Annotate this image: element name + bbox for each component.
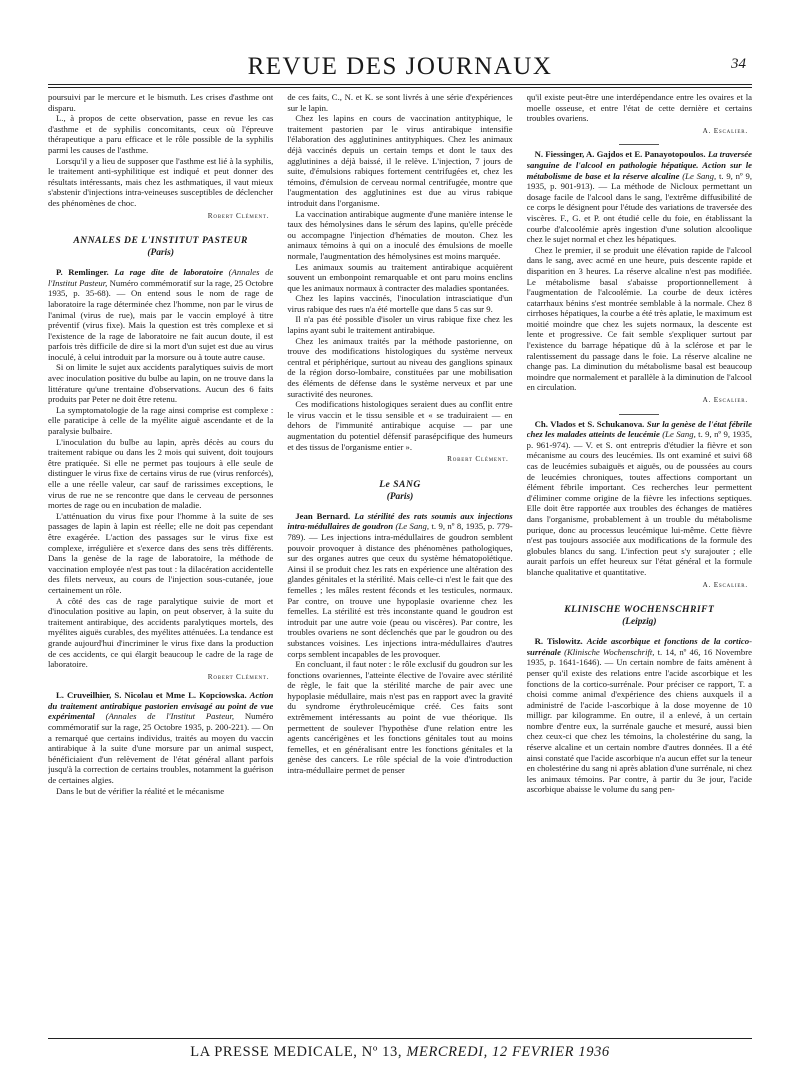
signature: Robert Clément. [207,211,270,220]
page-number: 34 [731,56,746,72]
section-heading: KLINISCHE WOCHENSCHRIFT [564,604,715,616]
article-source: (Annales de l'Institut Pasteur, [48,267,274,288]
paragraph: poursuivi par le mercure et le bismuth. Les crises d'asthme ont disparu. [48,92,274,113]
article-body: t. 9, nº 8, 1935, p. 779-789). — Les injections intra-médullaires de goudron semblent pouvoir provoquer à distance des phénomènes pathologiques, sur des organes autres que ceux du système hématopoïétique. Ainsi il se produit chez les rats en expérience une altération des glandes génitales et la stérilité. Mais celle-ci n'est le fait que des femelles ; les mâles restent féconds et les testicules, normaux. Par contre, on trouve une hypoplasie ovarienne chez les femelles. La stérilité est très inconstante quand le goudron est introduit par une autre voie (peau ou viscères). Par contre, les troubles ovariens ne sont déclenchés que par le goudron ou des substances voisines. Les injections intra-médullaires d'autres corps semblent incapables de les provoquer. [287,521,513,659]
article-body: Numéro commémoratif sur la rage, 25 Octobre 1935, p. 35-68). — On entend sous le nom de rage de laboratoire la rage déterminée chez l'homme, non par le virus de l'animal (virus de rue), mais par le vaccin employé à titre préventif (virus fixe). Mais la question est très complexe et si l'existence de la rage de laboratoire ne fait aucun doute, il est parfois très difficile de dire si la mort d'un sujet est due au virus inoculé, à celui introduit par la morsure ou à toute autre cause. [48,277,274,362]
footer-journal: LA PRESSE MEDICALE, Nº 13, [190,1044,403,1060]
article-body: t. 9, nº 9, 1935, p. 961-974). — V. et S. ont entrepris d'étudier la fièvre et son mécanisme au cours des leucémies. Ils ont examiné et suivi 68 cas de leucémies subaiguës et aiguës, ou de poussées au cours de leucémies chroniques, toutes affections comportant un élément fébrile important. Ces recherches leur permettent d'éliminer comme origine de la fièvre les infections septiques. Elle doit être rapportée aux troubles des échanges de matières dans l'organisme, probablement à un trouble du métabolisme purique, donc au processus leucémique lui-même. Cette fièvre n'est pas toujours associée aux modifications de la formule des globules blancs du sang. L'infection peut s'y surajouter ; elle aurait parfois un effet heureux sur l'état général et la formule blanche qualitative et quantitative. [526,429,752,577]
article-body: Numéro commémoratif sur la rage, 25 Octobre 1935, p. 200-221). — On a remarqué que certains individus, traités au moyen du vaccin antirabique à la suite d'une morsure par un animal suspect, bénéficiaient d'un relèvement de l'état général allant parfois jusqu'à la correction de certains troubles, notamment la guérison de certaines algies. [48,711,274,786]
section-location: (Leipzig) [622,617,657,628]
section-heading: ANNALES DE L'INSTITUT PASTEUR [73,235,248,247]
separator [619,414,659,415]
section-heading: Le SANG [379,478,421,490]
paragraph: Chez les lapins vaccinés, l'inoculation intrasciatique d'un virus rabique des rues n'a été mortelle que dans 5 cas sur 9. [287,293,513,314]
section-location: (Paris) [147,248,174,259]
article-author: Jean Bernard. [295,510,351,521]
column-3 [527,92,752,1040]
paragraph: L., à propos de cette observation, passe en revue les cas d'asthme et de syphilis concomitants, ceux où l'épreuve thérapeutique a paru efficace et le rôle possible de la syphilis parmi les causes de l'asthme. [48,113,274,155]
footer-date: MERCREDI, 12 FEVRIER 1936 [406,1044,610,1060]
article-title: Sur la genèse de l'état fébrile chez les malades atteints de leucémie [526,418,752,440]
column-2 [287,92,512,1040]
column-1 [48,92,273,1040]
page-footer [48,1044,752,1061]
article-source: (Annales de l'Institut Pasteur, [105,711,235,722]
article-title: La traversée sanguine de l'alcool en pathologie hépatique. Action sur le métabolisme de base et la réserve alcaline [526,149,752,181]
columns [48,92,752,1040]
paragraph: Lorsqu'il y a lieu de supposer que l'asthme est lié à la syphilis, le traitement anti-syphilitique est indiqué et peut donner des résultats intéressants, mais chez les asthmatiques, il vaut mieux s'abstenir d'injections intra-veineuses susceptibles de déclencher des phénomènes de choc. [48,155,274,208]
article [48,267,273,362]
signature: A. Escalier. [702,396,748,405]
paragraph: Dans le but de vérifier la réalité et le mécanisme [56,785,225,796]
article-author: R. Tislowitz. [534,636,583,647]
article-body: t. 9, nº 9, 1935, p. 901-913). — La méthode de Nicloux permettant un dosage facile de l'alcool dans le sang, l'extrême diffusibilité de ce corps le désignent pour l'étude des variations de traversée des viscères. F., G. et P. ont étudié celle du foie, en établissant la courbe d'alcoolémie après ingestion d'une solution alcoolique chez le sujet normal et chez les hépatiques. [526,170,752,245]
paragraph: La vaccination antirabique augmente d'une manière intense le taux des hémolysines dans le sérum des lapins, qu'elle précède ou accompagne l'injection d'hématies de mouton. Chez les animaux témoins à qui on a inoculé des émulsions de moelle normale, l'augmentation des hémolysines est moins marquée. [287,208,513,261]
article-body: t. 14, nº 46, 16 Novembre 1935, p. 1641-1646). — Un certain nombre de faits amènent à penser qu'il existe des relations entre l'acide ascorbique et les fonctions de la cortico-surrénale. Pour préciser ce rapport, T. a choisi comme animal d'expérience des chiens auxquels il a administré de l'acide l-ascorbique à la dose moyenne de 10 milligr. par kilogramme. En outre, il a enlevé, à un certain nombre d'entre eux, la surrénale gauche et mesuré, aussi bien chez ceux-ci que chez les témoins, la cholestérine du sang, la réserve alcaline et un certain nombre d'autres données. Il a été ainsi constaté que l'acide ascorbique n'a aucun effet sur la teneur en cholestérine du sang ni après ablation d'une surrénale, ni chez les animaux témoins. Par contre, à partir du 3e jour, l'acide ascorbique abaisse le volume du sang pen- [526,646,752,795]
article [527,419,752,578]
signature: Robert Clément. [207,672,270,681]
paragraph: L'inoculation du bulbe au lapin, après décès au cours du traitement rabique ou dans les 2 mois qui suivent, doit toujours être pratiquée. Si elle ne permet pas toujours à elle seule de distinguer le virus fixe de certains virus de rue (virus renforcés), elle a une réelle valeur, car sauf de rarissimes exceptions, le virus de rue ne se rencontre que dans le cerveau de personnes mortes de rage ou en incubation de maladie. [48,436,274,511]
separator [619,144,659,145]
article-author: N. Fiessinger, A. Gajdos et E. Panayotopoulos. [534,149,706,160]
paragraph: Chez le premier, il se produit une élévation rapide de l'alcool dans le sang, avec acmé en une heure, puis descente rapide et disparition en 3 heures. La réserve alcaline n'est pas modifiée. Le métabolisme basal s'abaisse proportionnellement à l'augmentation de l'alcoolémie. La courbe de deux ictères catarrhaux bénins s'est montrée semblable à la normale. Chez 8 cirrhoses hépatiques, la courbe a été très aplatie, le maximum est moitié moindre que chez les sujets normaux, la descente est lente et progressive. Ce fait semble s'expliquer surtout par l'existence du barrage hépatique dû à la sclérose et par le ralentissement du passage dans le foie. La réserve alcaline ne change pas. La diminution du métabolisme basal est beaucoup moindre que normalement et parallèle à la diminution de l'alcool en circulation. [526,244,752,393]
article [48,690,273,785]
footer-rule [48,1038,752,1039]
paragraph: qu'il existe peut-être une interdépendance entre les ovaires et la moelle osseuse, et entre l'état de cette dernière et certains troubles ovariens. [526,92,752,124]
article-author: P. Remlinger. [56,267,109,278]
article-title: Action du traitement antirabique pastorien envisagé au point de vue expérimental [48,690,274,722]
paragraph: Si on limite le sujet aux accidents paralytiques suivis de mort avec inoculation positive du bulbe au lapin, on ne trouve dans la littérature qu'une trentaine d'observations. Aucun des 6 faits produits par Peter ne doit être retenu. [48,362,274,405]
paragraph: Il n'a pas été possible d'isoler un virus rabique fixe chez les lapins ayant subi le traitement antirabique. [287,314,513,336]
header-rule-thin [48,87,752,88]
signature: A. Escalier. [702,580,748,589]
article [527,636,752,795]
article [527,149,752,244]
paragraph: A côté des cas de rage paralytique suivie de mort et d'inoculation positive au lapin, on peut observer, à la suite du traitement antirabique, des accidents paralytiques mortels, des myélites aiguës curables, des myélites atténuées. La tendance est grande aujourd'hui d'incriminer le virus fixe dans la production de ces accidents, ce qui élargit beaucoup le cadre de la rage de laboratoire. [48,595,274,670]
article-title: La stérilité des rats soumis aux injections intra-médullaires de goudron [287,510,513,532]
section-location: (Paris) [386,491,414,502]
article-source: (Klinische Wochenschrift, [564,646,655,657]
paragraph: Chez les lapins en cours de vaccination antityphique, le traitement pastorien par le virus antirabique intensifie l'élaboration des agglutinines antityphiques. Chez les animaux déjà vaccinés depuis un certain temps et dont le taux des agglutinines a déjà baissé, il le relève. L'injection, 7 jours de suite, d'émulsions rabiques fortement centrifugées et, chez les témoins, d'émulsion de cerveau normal centrifugée, montre que l'augmentation des agglutinines est due au virus rabique introduit dans l'organisme. [287,113,513,208]
article-author: Ch. Vlados et S. Schukanova. [534,418,645,429]
signature: Robert Clément. [447,455,509,464]
article-author: L. Cruveilhier, S. Nicolau et Mme L. Kopciowska. [56,690,247,701]
paragraph: L'atténuation du virus fixe pour l'homme à la suite de ses passages de lapin à lapin est réelle; elle ne doit pas cependant être exagérée. L'action des passages sur le virus fixe est complexe, irrégulière et s'exerce dans des sens très différents. Dans la genèse de la rage de laboratoire, la méthode de vaccination employée n'est pas tout : la dilacération accidentelle des filets nerveux, au cours de l'injection sous-cutanée, joue certainement un rôle. [48,510,274,595]
paragraph: En concluant, il faut noter : le rôle exclusif du goudron sur les fonctions ovariennes, l'atteinte élective de l'ovaire avec stérilité de règle, le fait que la stérilité marche de pair avec une hypoplasie médullaire, mais n'est pas en rapport avec la gravité du syndrome érythroleucémique créé. Ces faits sont extrêmement intéressants au point de vue théorique. Ils permettent de soulever l'hypothèse d'une relation entre les agents cancérigènes et les fonctions génitales tout au moins femelles, et en généralisant entre les fonctions génitales et la genèse des cancers. Le rôle spécial de la voie d'introduction intra-médullaire permet de penser [287,659,513,776]
article [287,511,512,659]
page-title: REVUE DES JOURNAUX [247,53,553,80]
signature: A. Escalier. [702,126,748,135]
header-rule [48,84,752,85]
paragraph: Chez les animaux traités par la méthode pastorienne, on trouve des modifications histologiques du système nerveux central et périphérique, surtout au niveau des ganglions spinaux de la région dorso-lombaire, constituées par une mobilisation des éléments de défense dans le système nerveux et par une suractivité des neurones. [287,335,513,399]
article-source: (Le Sang, [682,170,717,181]
paragraph: La symptomatologie de la rage ainsi comprise est complexe : elle paraticipe à celle de la myélite aiguë ascendante et de la paralysie bulbaire. [48,404,274,437]
article-source: (Le Sang, [662,429,696,440]
masthead [48,52,752,82]
article-title: La rage dite de laboratoire [114,267,224,278]
article-source: (Le Sang, [395,521,430,532]
paragraph: Ces modifications histologiques seraient dues au conflit entre le virus vaccin et le tissu sensible et « se traduiraient — en dehors de l'immunité antirabique acquise — par une augmentation du potentiel défensif parasépcifique des humeurs et des tissus de l'organisme entier ». [287,399,513,452]
paragraph: Les animaux soumis au traitement antirabique acquièrent souvent un embonpoint remarquable et ont paru moins enclins que les animaux normaux à contracter des maladies spontanées. [287,261,513,293]
article-title: Acide ascorbique et fonctions de la cortico-surrénale [526,636,752,657]
paragraph: de ces faits, C., N. et K. se sont livrés à une série d'expériences sur le lapin. [287,92,513,113]
